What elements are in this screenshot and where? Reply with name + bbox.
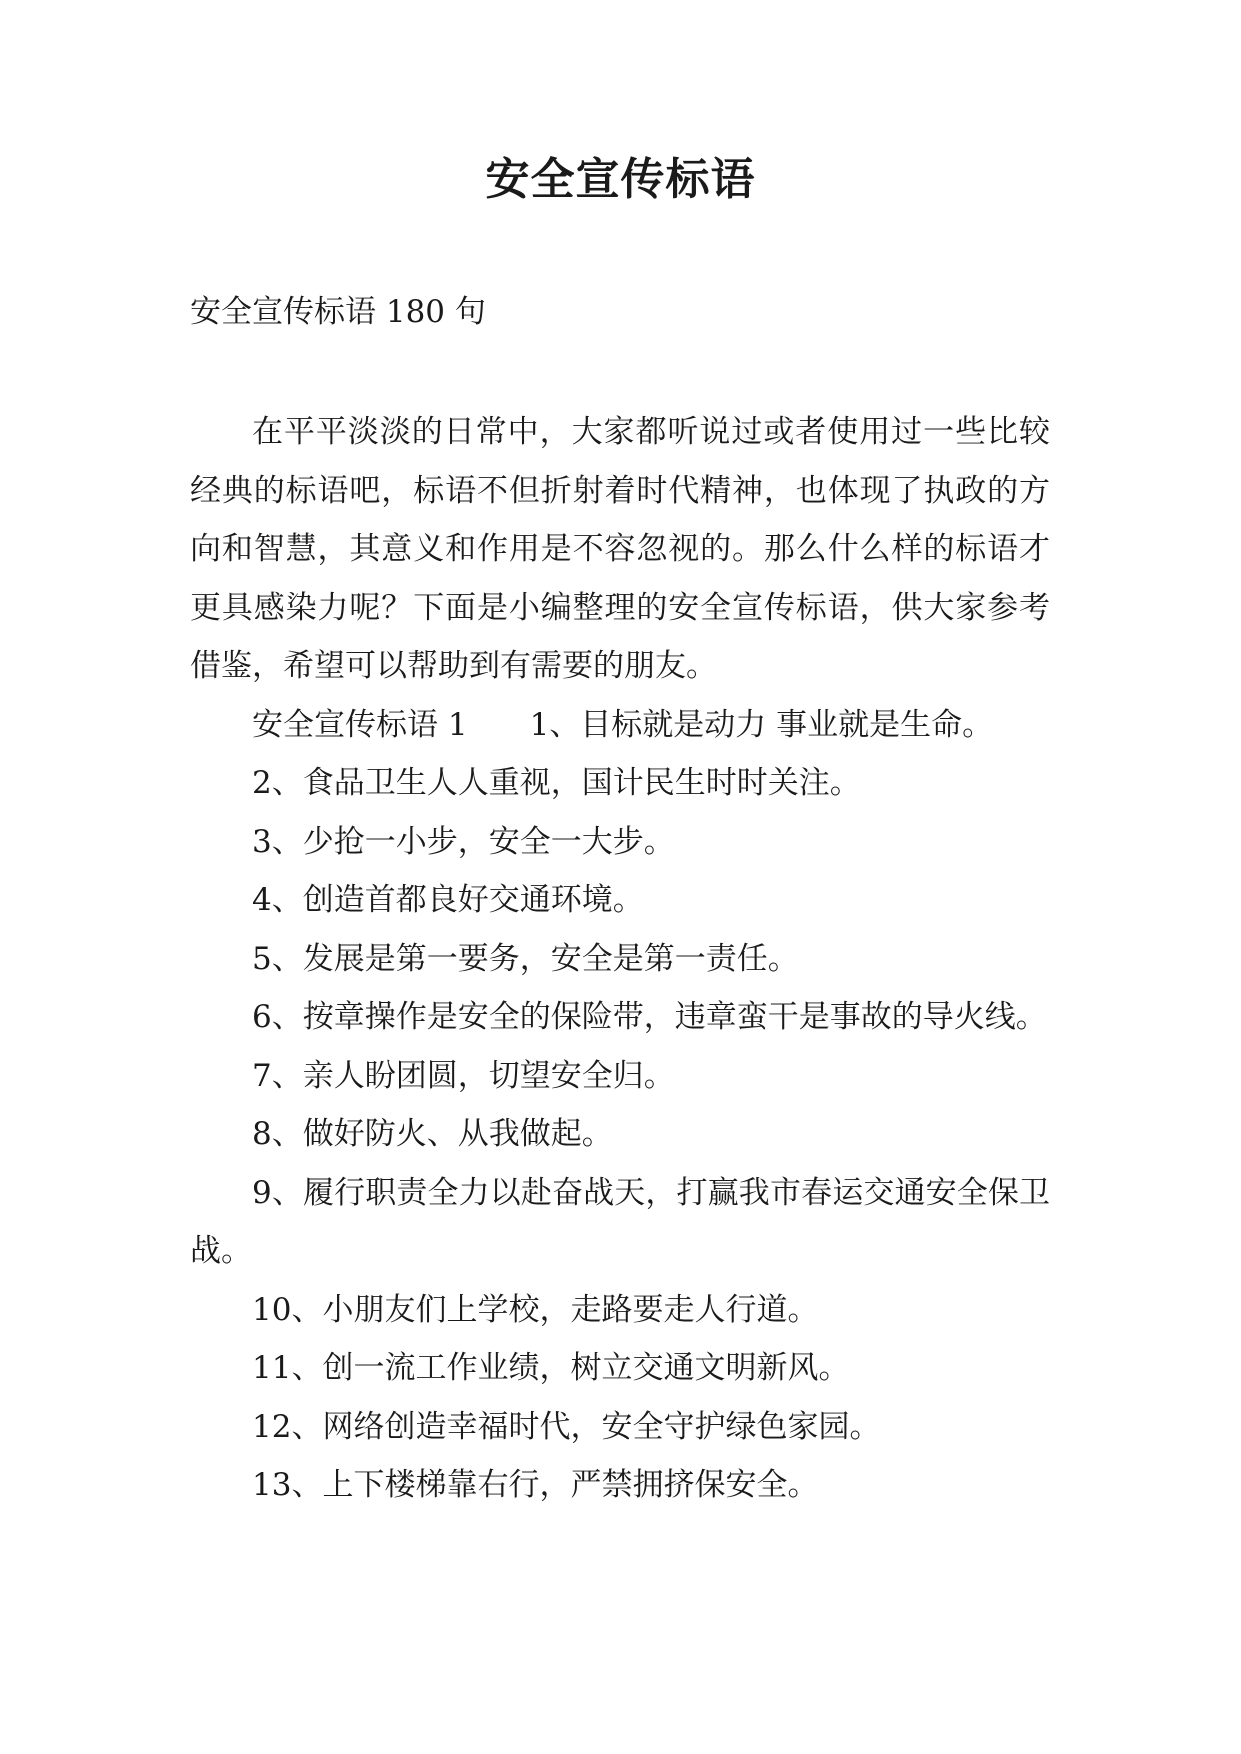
slogan-item: 4、创造首都良好交通环境。 bbox=[252, 882, 644, 918]
document-subtitle: 安全宣传标语 180 句 bbox=[190, 294, 486, 330]
document-body bbox=[190, 403, 1050, 1515]
slogan-item: 6、按章操作是安全的保险带，违章蛮干是事故的导火线。 bbox=[252, 999, 1047, 1035]
slogan-item: 11、创一流工作业绩，树立交通文明新风。 bbox=[252, 1350, 850, 1386]
slogan-item: 5、发展是第一要务，安全是第一责任。 bbox=[252, 940, 799, 977]
slogan-item: 10、小朋友们上学校，走路要走人行道。 bbox=[252, 1291, 819, 1328]
slogan-item: 7、亲人盼团圆，切望安全归。 bbox=[252, 1057, 675, 1094]
slogan-item: 9、履行职责全力以赴奋战天，打赢我市春运交通安全保卫战。 bbox=[190, 1174, 1050, 1269]
slogan-item: 8、做好防火、从我做起。 bbox=[252, 1116, 613, 1152]
intro-paragraph: 在平平淡淡的日常中，大家都听说过或者使用过一些比较经典的标语吧，标语不但折射着时代精神，也体现了执政的方向和智慧，其意义和作用是不容忽视的。那么什么样的标语才更具感染力呢？下面是小编整理的安全宣传标语，供大家参考借鉴，希望可以帮助到有需要的朋友。 bbox=[190, 414, 1050, 684]
slogan-item: 13、上下楼梯靠右行，严禁拥挤保安全。 bbox=[252, 1467, 819, 1503]
slogan-item: 2、食品卫生人人重视，国计民生时时关注。 bbox=[252, 765, 861, 801]
document-title: 安全宣传标语 bbox=[485, 154, 756, 205]
slogan-item: 12、网络创造幸福时代，安全守护绿色家园。 bbox=[252, 1408, 881, 1445]
slogan-item: 3、少抢一小步，安全一大步。 bbox=[252, 823, 675, 860]
slogan-item: 安全宣传标语 1 1、目标就是动力 事业就是生命。 bbox=[252, 706, 994, 743]
